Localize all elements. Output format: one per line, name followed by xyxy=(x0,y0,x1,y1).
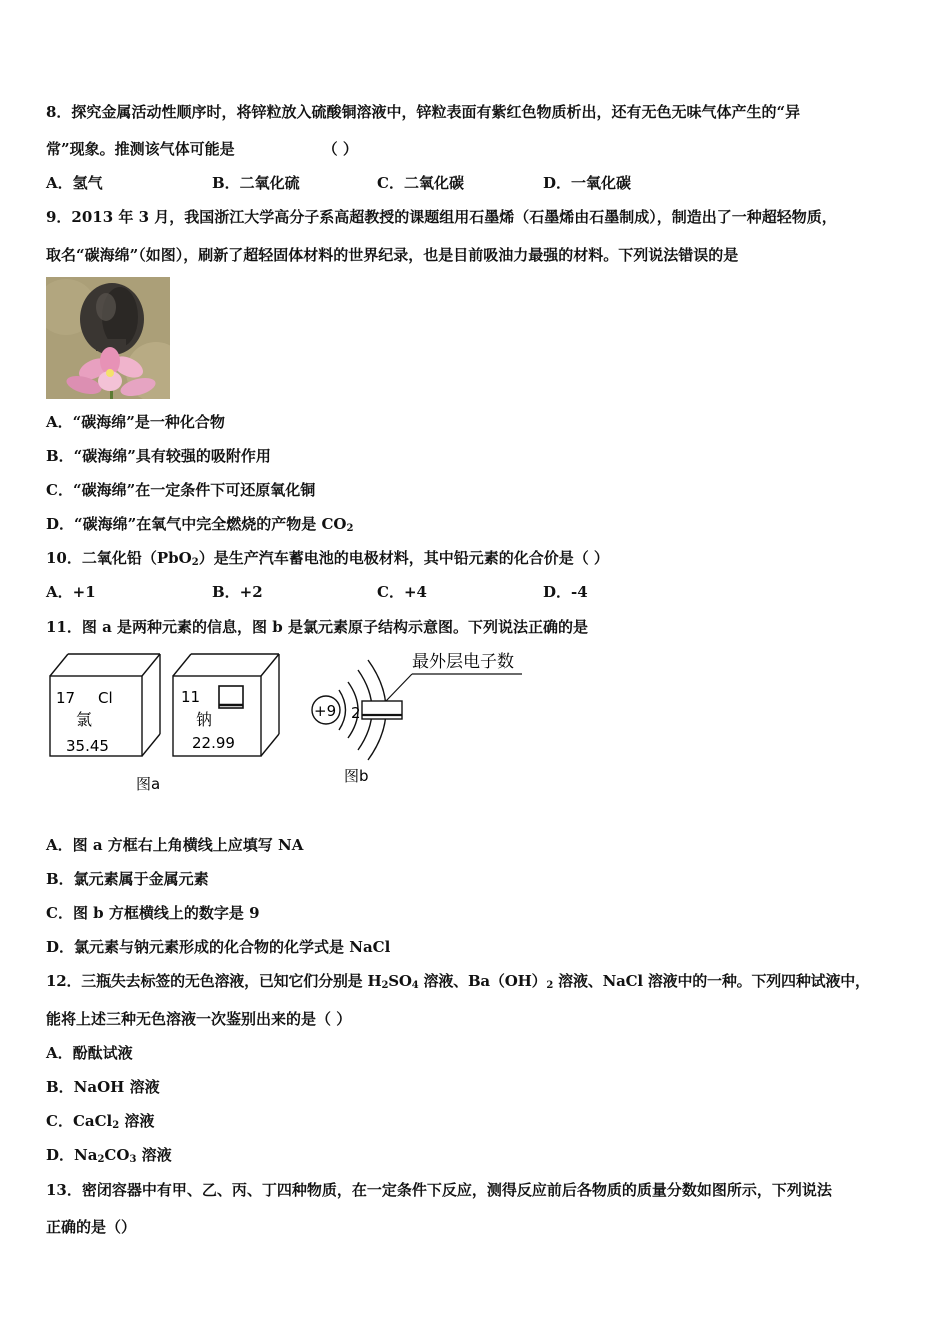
q9-option-d xyxy=(46,514,353,534)
q12-stem-d: 溶液、NaCl 溶液中的一种。下列四种试液中， xyxy=(553,972,870,990)
inner-shell-electrons: 2 xyxy=(351,704,361,722)
figure-b-label: 图b xyxy=(344,767,369,785)
q12-stem-sub2: 4 xyxy=(411,980,419,991)
q12-stem-b: SO xyxy=(388,972,412,990)
na-name: 钠 xyxy=(196,710,213,729)
q9-option-a: A．“碳海绵”是一种化合物 xyxy=(46,413,225,431)
q12-stem-c: 溶液、Ba（OH） xyxy=(418,972,547,990)
q12-option-a: A．酚酞试液 xyxy=(46,1044,133,1062)
q11-option-c: C．图 b 方框横线上的数字是 9 xyxy=(46,904,260,922)
outer-electron-label: 最外层电子数 xyxy=(412,652,514,672)
q9-option-d-subscript: 2 xyxy=(346,523,354,534)
q10-stem-suffix: ）是生产汽车蓄电池的电极材料，其中铅元素的化合价是（ ） xyxy=(198,549,609,567)
cl-atomic-mass: 35.45 xyxy=(66,737,109,755)
q8-option-c: C．二氧化碳 xyxy=(377,174,464,192)
carbon-sponge-photo xyxy=(46,277,170,399)
q10-option-c: C．+4 xyxy=(377,583,427,601)
chlorine-atom-diagram xyxy=(312,660,522,760)
q10-option-d: D．-4 xyxy=(543,583,588,601)
figure-a-label: 图a xyxy=(136,775,161,793)
q10-option-a: A．+1 xyxy=(46,583,96,601)
q12-option-d-mid: CO xyxy=(104,1146,130,1164)
q8-option-b: B．二氧化硫 xyxy=(212,174,300,192)
q9-stem-line2: 取名“碳海绵”（如图），刷新了超轻固体材料的世界纪录，也是目前吸油力最强的材料。下列说法错误的是 xyxy=(46,246,739,264)
q12-option-c xyxy=(46,1111,154,1131)
cl-symbol: Cl xyxy=(98,689,113,707)
q12-option-b: B．NaOH 溶液 xyxy=(46,1078,160,1096)
q10-stem xyxy=(46,548,609,568)
q12-option-d-prefix: D．Na xyxy=(46,1146,98,1164)
q12-option-c-prefix: C．CaCl xyxy=(46,1112,113,1130)
q8-stem-line1: 8．探究金属活动性顺序时，将锌粒放入硫酸铜溶液中，锌粒表面有紫红色物质析出，还有无色无味气体产生的“异 xyxy=(46,103,801,121)
q12-option-d-sub1: 2 xyxy=(97,1154,105,1165)
q12-option-c-subscript: 2 xyxy=(112,1120,120,1131)
nucleus-charge: +9 xyxy=(314,702,337,720)
q12-stem-sub3: 2 xyxy=(546,980,554,991)
cl-name: 氯 xyxy=(76,710,93,729)
q12-stem-line2: 能将上述三种无色溶液一次鉴别出来的是（ ） xyxy=(46,1010,352,1028)
q12-option-c-suffix: 溶液 xyxy=(119,1112,155,1130)
q9-stem-line1: 9．2013 年 3 月，我国浙江大学高分子系高超教授的课题组用石墨烯（石墨烯由石墨制成），制造出了一种超轻物质， xyxy=(46,208,837,226)
q10-option-b: B．+2 xyxy=(212,583,263,601)
q8-option-d: D．一氧化碳 xyxy=(543,174,632,192)
q8-stem-text: 常”现象。推测该气体可能是 xyxy=(46,140,235,158)
q10-stem-prefix: 10．二氧化铅（PbO xyxy=(46,549,192,567)
q12-option-d-sub2: 3 xyxy=(129,1154,137,1165)
q11-stem: 11．图 a 是两种元素的信息，图 b 是氯元素原子结构示意图。下列说法正确的是 xyxy=(46,618,588,636)
q11-figure xyxy=(46,648,536,798)
q8-option-a: A．氢气 xyxy=(46,174,103,192)
q12-option-d-suffix: 溶液 xyxy=(136,1146,172,1164)
q9-option-b: B．“碳海绵”具有较强的吸附作用 xyxy=(46,447,271,465)
q9-option-c: C．“碳海绵”在一定条件下可还原氧化铜 xyxy=(46,481,316,499)
cl-atomic-number: 17 xyxy=(56,689,76,707)
q9-option-d-text: D．“碳海绵”在氧气中完全燃烧的产物是 CO xyxy=(46,515,347,533)
q11-option-a: A．图 a 方框右上角横线上应填写 NA xyxy=(46,836,304,854)
q12-option-d xyxy=(46,1145,172,1165)
q8-stem-line2 xyxy=(46,139,358,159)
q12-stem-sub1: 2 xyxy=(381,980,389,991)
q11-option-d: D．氯元素与钠元素形成的化合物的化学式是 NaCl xyxy=(46,938,391,956)
q13-stem-line1: 13．密闭容器中有甲、乙、丙、丁四种物质，在一定条件下反应，测得反应前后各物质的质量分数如图所示，下列说法 xyxy=(46,1181,832,1199)
q10-stem-subscript: 2 xyxy=(191,557,199,568)
q11-option-b: B．氯元素属于金属元素 xyxy=(46,870,209,888)
q12-stem-a: 12．三瓶失去标签的无色溶液，已知它们分别是 H xyxy=(46,972,382,990)
q12-stem-line1 xyxy=(46,971,870,991)
na-atomic-mass: 22.99 xyxy=(192,734,235,752)
q13-stem-line2: 正确的是（） xyxy=(46,1218,137,1236)
q8-answer-blank: （ ） xyxy=(322,140,358,158)
na-atomic-number: 11 xyxy=(181,688,201,706)
